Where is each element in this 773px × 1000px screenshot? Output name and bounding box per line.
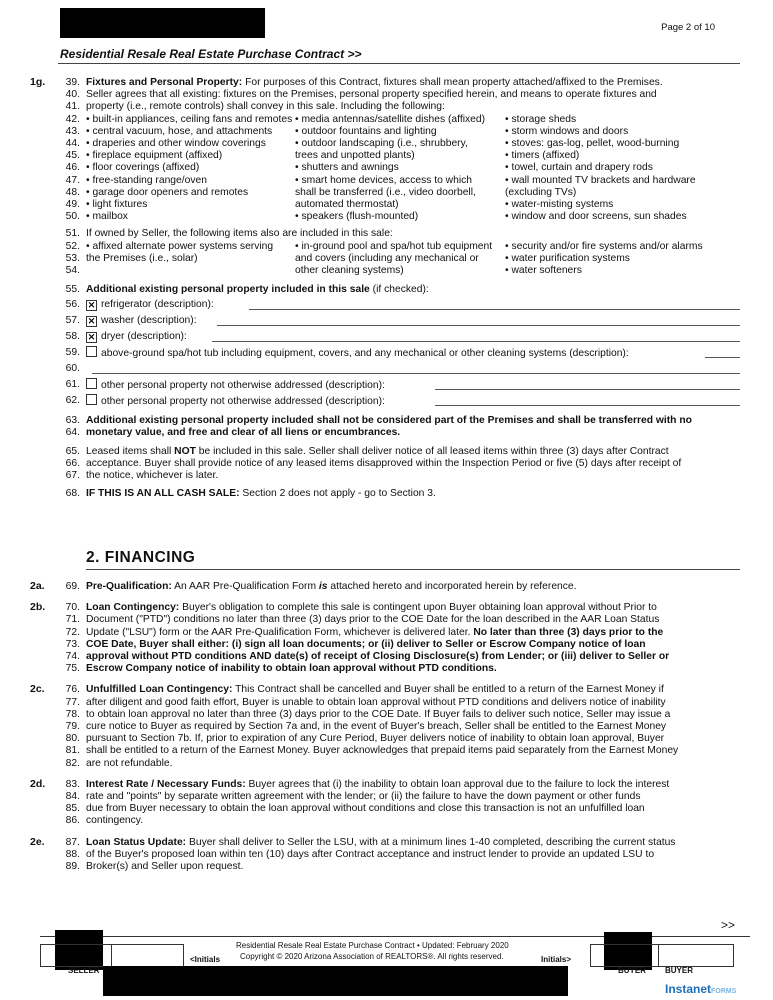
line-number: 79. (65, 721, 80, 732)
column-item: • outdoor landscaping (i.e., shrubbery, (295, 138, 468, 149)
line-text: Loan Contingency: Buyer's obligation to complete this sale is contingent upon Buyer obtaining loan approval without Prior to (86, 602, 657, 614)
column-item: • central vacuum, hose, and attachments (86, 125, 273, 137)
description-field[interactable] (212, 341, 740, 342)
line-number: 78. (65, 708, 80, 720)
contract-line (40, 161, 740, 174)
line-text: approval without PTD conditions AND date(s) of receipt of Closing Disclosure(s) from Lender; or (iii) deliver to Seller or (86, 651, 670, 662)
line-number: 56. (65, 299, 80, 311)
contract-line (40, 662, 740, 675)
line-number: 62. (65, 395, 80, 407)
contract-line (40, 802, 740, 815)
contract-line (40, 378, 740, 391)
line-text: shall be entitled to a return of the Earnest Money. Buyer acknowledges that prepaid items paid separately from the Earnest Money (86, 745, 679, 757)
line-number: 88. (65, 848, 80, 860)
line-text: Document ("PTD") conditions no later than three (3) days prior to the COE Date for the loan described in the AAR Loan Status (86, 614, 660, 626)
line-number: 68. (65, 488, 80, 500)
line-number: 63. (65, 415, 80, 427)
line-number: 55. (65, 284, 80, 296)
line-number: 41. (65, 101, 80, 113)
contract-line (40, 330, 740, 343)
checkbox[interactable]: ✕ (87, 332, 96, 343)
continue-marker: >> (720, 918, 735, 932)
checkbox[interactable] (86, 394, 97, 405)
column-item: • free-standing range/oven (86, 174, 207, 186)
contract-line (40, 790, 740, 803)
description-field[interactable] (705, 357, 740, 358)
line-number: 81. (65, 745, 80, 757)
contract-line (40, 100, 740, 113)
column-item: • fireplace equipment (affixed) (86, 150, 223, 162)
line-number: 51. (65, 228, 80, 240)
contract-line (40, 113, 740, 126)
line-text: Seller agrees that all existing: fixtures on the Premises, personal property specified herein, and means to operate fixtures and (86, 89, 657, 101)
line-text: COE Date, Buyer shall either: (i) sign all loan documents; or (ii) deliver to Seller or Escrow Company notice of loan (86, 638, 646, 650)
description-field[interactable] (249, 309, 740, 310)
line-text: Pre-Qualification: An AAR Pre-Qualification Form is attached hereto and incorporated herein by reference. (86, 581, 577, 592)
contract-line (40, 860, 740, 873)
contract-line (40, 638, 740, 651)
contract-line (40, 720, 740, 733)
line-text: Unfulfilled Loan Contingency: This Contract shall be cancelled and Buyer shall be entitled to a return of the Earnest Money if (86, 684, 664, 696)
contract-line (40, 426, 740, 439)
contract-line (40, 732, 740, 745)
redaction-header (60, 8, 265, 38)
line-text: Broker(s) and Seller upon request. (86, 861, 244, 872)
column-item: • storm windows and doors (505, 125, 629, 137)
contract-line (40, 650, 740, 663)
buyer-label-2: BUYER (665, 966, 694, 975)
contract-line (40, 626, 740, 639)
contract-line (30, 601, 740, 614)
column-item: • media antennas/satellite dishes (affixed) (295, 113, 486, 125)
section-label: 2c. (30, 683, 45, 696)
checkbox-label: other personal property not otherwise addressed (description): (101, 396, 385, 408)
buyer-initials-divider (658, 944, 659, 967)
column-item: shall be transferred (i.e., video doorbell, (295, 186, 476, 198)
contract-line (40, 469, 740, 482)
contract-line (40, 848, 740, 861)
line-number: 50. (65, 211, 80, 223)
line-text: Fixtures and Personal Property: For purposes of this Contract, fixtures shall mean property attached/affixed to the Premises. (86, 77, 663, 88)
line-text: contingency. (86, 815, 144, 827)
checkbox-label: washer (description): (101, 315, 197, 327)
description-field[interactable] (435, 389, 740, 390)
buyer-label-1: BUYER (618, 966, 647, 975)
checkbox[interactable] (86, 346, 97, 357)
section-label: 1g. (30, 76, 46, 88)
line-text: property (i.e., remote controls) shall convey in this sale. Including the following: (86, 101, 445, 113)
redaction-footer (103, 966, 568, 996)
contract-line (40, 125, 740, 138)
buyer-initials-box[interactable] (590, 944, 734, 967)
contract-line (40, 88, 740, 101)
line-number: 60. (65, 363, 80, 375)
line-number: 71. (65, 614, 80, 626)
contract-line (40, 137, 740, 150)
checkbox[interactable]: ✕ (87, 300, 96, 311)
section-label: 2e. (30, 835, 45, 848)
line-text: after diligent and good faith effort, Buyer is unable to obtain loan approval without PTD conditions and delivers notice of inability (86, 696, 666, 708)
line-text: the notice, whichever is later. (86, 470, 219, 481)
contract-line (40, 227, 740, 240)
column-item: • speakers (flush-mounted) (295, 211, 419, 223)
column-item: • timers (affixed) (505, 150, 580, 162)
line-text: of the Buyer's proposed loan within ten (10) days after Contract acceptance and instruct lender to provide an updated LSU to (86, 848, 655, 860)
column-item: trees and unpotted plants) (295, 150, 415, 162)
description-field[interactable] (92, 373, 740, 374)
contract-line (40, 210, 740, 223)
column-item: other cleaning systems) (295, 265, 404, 276)
line-number: 45. (65, 150, 80, 162)
line-number: 52. (65, 240, 80, 252)
contract-line (40, 708, 740, 721)
line-text: pursuant to Section 7b. If, prior to expiration of any Cure Period, Buyer delivers notice of inability to obtain loan approval, Buyer (86, 733, 665, 745)
line-number: 39. (65, 77, 80, 88)
instanet-brand: Instanet (665, 982, 712, 996)
column-item: • built-in appliances, ceiling fans and remotes (86, 113, 293, 125)
column-item: (excluding TVs) (505, 186, 577, 198)
line-text: monetary value, and free and clear of all liens or encumbrances. (86, 427, 401, 439)
line-number: 64. (65, 427, 80, 439)
line-number: 67. (65, 470, 80, 481)
line-text: Additional existing personal property included in this sale (if checked): (86, 284, 429, 296)
line-number: 72. (65, 626, 80, 638)
column-item: automated thermostat) (295, 199, 399, 210)
line-number: 77. (65, 696, 80, 708)
line-text: If owned by Seller, the following items also are included in this sale: (86, 228, 393, 240)
line-number: 59. (65, 347, 80, 359)
line-number: 66. (65, 457, 80, 469)
column-item: and covers (including any mechanical or (295, 252, 479, 264)
line-text: are not refundable. (86, 757, 173, 769)
line-number: 82. (65, 757, 80, 769)
column-item: • shutters and awnings (295, 162, 399, 174)
line-number: 84. (65, 791, 80, 802)
contract-line (40, 757, 740, 770)
line-number: 89. (65, 861, 80, 872)
line-text: Leased items shall NOT be included in this sale. Seller shall deliver notice of all leased items within three (3) days after Contract (86, 445, 669, 457)
column-item: • water purification systems (505, 252, 630, 264)
checkbox-label: above-ground spa/hot tub including equipment, covers, and any mechanical or other cleaning systems (description): (101, 348, 629, 360)
instanet-logo (665, 982, 736, 996)
column-item: • floor coverings (affixed) (86, 162, 200, 174)
line-text: Additional existing personal property included shall not be considered part of the Premises and shall be transferred with no (86, 415, 692, 427)
line-number: 40. (65, 89, 80, 101)
contract-line (30, 683, 740, 696)
contract-line (40, 362, 740, 375)
column-item: • mailbox (86, 211, 128, 223)
contract-line (40, 252, 740, 265)
line-text (86, 378, 385, 392)
line-number: 75. (65, 663, 80, 675)
contract-line (30, 777, 740, 791)
line-number: 44. (65, 138, 80, 149)
seller-label-1: SELLER (68, 966, 100, 975)
column-item: • wall mounted TV brackets and hardware (505, 174, 696, 186)
column-item: the Premises (i.e., solar) (86, 252, 198, 264)
line-text: Interest Rate / Necessary Funds: Buyer agrees that (i) the inability to obtain loan approval due to the failure to lock the interest (86, 778, 670, 790)
column-item: • stoves: gas-log, pellet, wood-burning (505, 138, 680, 149)
description-field[interactable] (435, 405, 740, 406)
contract-line (30, 580, 740, 593)
checkbox-label: refrigerator (description): (101, 299, 214, 311)
line-number: 86. (65, 815, 80, 827)
line-number: 69. (65, 581, 80, 592)
line-text: to obtain loan approval no later than three (3) days prior to the COE Date. If Buyer fails to deliver such notice, Seller may issue a (86, 708, 671, 720)
column-item: • garage door openers and remotes (86, 186, 249, 198)
contract-line (40, 696, 740, 709)
column-item: • water-misting systems (505, 199, 614, 210)
column-item: • smart home devices, access to which (295, 174, 473, 186)
contract-line (40, 240, 740, 253)
header-divider (58, 63, 740, 64)
column-item: • window and door screens, sun shades (505, 211, 687, 223)
line-text (86, 298, 214, 311)
line-number: 61. (65, 379, 80, 391)
contract-line (30, 835, 740, 849)
line-text (86, 394, 385, 408)
seller-initials-divider (111, 944, 112, 967)
line-text: IF THIS IS AN ALL CASH SALE: Section 2 does not apply - go to Section 3. (86, 488, 436, 500)
line-text: cure notice to Buyer as required by Section 7a and, in the event of Buyer's breach, Seller shall be entitled to the Earnest Money (86, 721, 667, 732)
line-text: due from Buyer necessary to obtain the loan approval without conditions and close this transaction is not an unfulfilled loan (86, 803, 645, 815)
contract-line (40, 414, 740, 427)
column-item: • light fixtures (86, 199, 148, 210)
contract-line (40, 298, 740, 311)
contract-line (40, 744, 740, 757)
section-2-divider (86, 569, 740, 570)
column-item: • towel, curtain and drapery rods (505, 162, 653, 174)
section-label: 2a. (30, 580, 45, 592)
checkbox[interactable] (86, 378, 97, 389)
line-number: 42. (65, 113, 80, 125)
initials-left-label: <Initials (190, 955, 221, 964)
line-text: Update ("LSU") form or the AAR Pre-Qualification Form, whichever is delivered later. No later than three (3) days prior to the (86, 626, 664, 638)
instanet-brand-suffix: FORMS (711, 988, 737, 995)
line-number: 48. (65, 186, 80, 198)
contract-line (30, 76, 740, 89)
initials-right-label: Initials> (541, 955, 572, 964)
line-number: 83. (65, 778, 80, 790)
checkbox-label: other personal property not otherwise addressed (description): (101, 380, 385, 392)
line-number: 80. (65, 733, 80, 745)
contract-line (40, 613, 740, 626)
contract-line (40, 264, 740, 277)
line-number: 57. (65, 315, 80, 327)
contract-line (40, 314, 740, 327)
column-item: • water softeners (505, 265, 582, 276)
line-text (86, 314, 197, 327)
seller-initials-box[interactable] (40, 944, 184, 967)
contract-line (40, 346, 740, 359)
line-number: 76. (65, 684, 80, 696)
column-item: • draperies and other window coverings (86, 138, 266, 149)
page-number: Page 2 of 10 (661, 22, 715, 33)
contract-line (40, 814, 740, 827)
column-item: • affixed alternate power systems serving (86, 240, 274, 252)
contract-line (40, 198, 740, 211)
checkbox-label: dryer (description): (101, 331, 187, 343)
line-number: 70. (65, 602, 80, 614)
line-number: 47. (65, 174, 80, 186)
line-text (86, 346, 629, 360)
document-title: Residential Resale Real Estate Purchase Contract >> (60, 47, 362, 61)
contract-line (40, 283, 740, 296)
column-item: • outdoor fountains and lighting (295, 125, 437, 137)
contract-line (40, 445, 740, 458)
column-item: • storage sheds (505, 113, 577, 125)
line-text: acceptance. Buyer shall provide notice of any leased items disapproved within the Inspection Period or five (5) days after receipt of (86, 457, 682, 469)
column-item: • security and/or fire systems and/or alarms (505, 240, 703, 252)
line-number: 65. (65, 445, 80, 457)
section-2-heading: 2. FINANCING (86, 549, 196, 566)
contract-line (40, 487, 740, 500)
contract-line (40, 174, 740, 187)
line-number: 54. (65, 265, 80, 276)
line-text (86, 330, 187, 343)
line-number: 73. (65, 638, 80, 650)
line-number: 87. (65, 836, 80, 848)
line-number: 43. (65, 125, 80, 137)
column-item: • in-ground pool and spa/hot tub equipment (295, 240, 493, 252)
description-field[interactable] (217, 325, 740, 326)
line-text: Escrow Company notice of inability to obtain loan approval without PTD conditions. (86, 663, 497, 675)
footer-line-2: Copyright © 2020 Arizona Association of REALTORS®. All rights reserved. (240, 952, 504, 961)
contract-line (40, 394, 740, 407)
line-number: 85. (65, 803, 80, 815)
line-number: 74. (65, 651, 80, 662)
checkbox[interactable]: ✕ (87, 316, 96, 327)
line-number: 53. (65, 252, 80, 264)
contract-line (40, 149, 740, 162)
footer-line-1: Residential Resale Real Estate Purchase Contract • Updated: February 2020 (236, 941, 509, 950)
line-text: Loan Status Update: Buyer shall deliver to Seller the LSU, with at a minimum lines 1-40 completed, describing the current status (86, 836, 676, 848)
line-text: rate and "points" by separate written agreement with the lender; or (ii) the failure to have the down payment or other funds (86, 791, 641, 802)
line-number: 46. (65, 162, 80, 174)
contract-line (40, 186, 740, 199)
section-label: 2d. (30, 777, 46, 790)
line-number: 58. (65, 331, 80, 343)
section-label: 2b. (30, 601, 46, 614)
contract-line (40, 457, 740, 470)
line-number: 49. (65, 199, 80, 210)
